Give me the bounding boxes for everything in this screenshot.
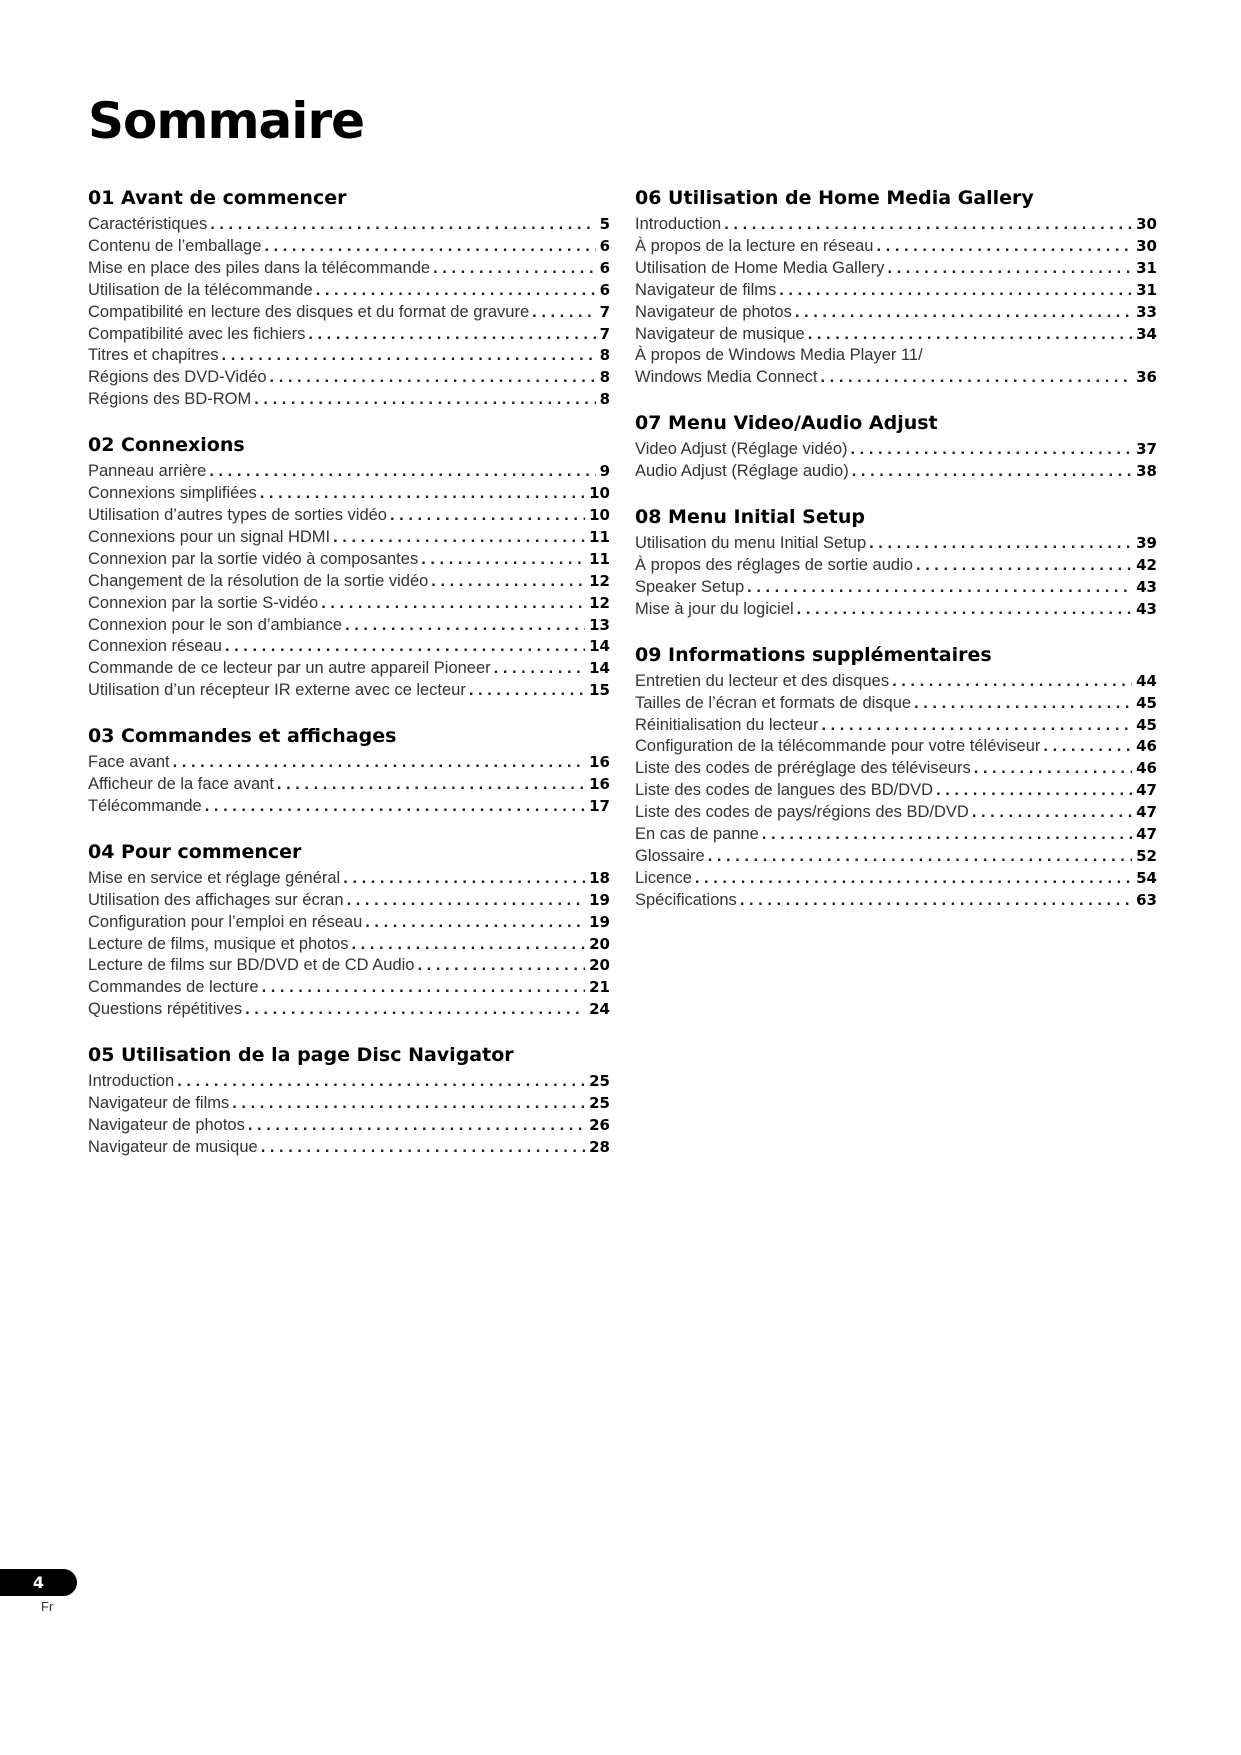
toc-entry-title: Contenu de l’emballage: [88, 236, 262, 255]
dot-leader: [936, 780, 1132, 802]
toc-entry[interactable]: [88, 258, 610, 280]
toc-entry[interactable]: [635, 824, 1157, 846]
toc-right-column: [635, 184, 1157, 932]
toc-entry-title: Régions des BD-ROM: [88, 390, 252, 409]
toc-entry-page-number: 9: [599, 462, 610, 481]
dot-leader: [173, 752, 585, 774]
toc-entry-page-number: 15: [589, 681, 610, 700]
dot-leader: [821, 367, 1133, 389]
toc-entry[interactable]: [635, 758, 1157, 780]
toc-entry[interactable]: [88, 615, 610, 637]
toc-entry-title: Liste des codes de langues des BD/DVD: [635, 781, 934, 800]
dot-leader: [316, 280, 596, 302]
toc-entry-title: Navigateur de musique: [635, 324, 805, 343]
toc-entry-page-number: 16: [589, 775, 610, 794]
language-code: Fr: [41, 1599, 54, 1614]
toc-entry[interactable]: [635, 302, 1157, 324]
toc-entry[interactable]: [635, 599, 1157, 621]
dot-leader: [740, 890, 1132, 912]
dot-leader: [892, 671, 1132, 693]
toc-section: [88, 838, 610, 1021]
dot-leader: [887, 258, 1132, 280]
toc-entry-page-number: 30: [1136, 236, 1157, 255]
toc-entry-page-number: 11: [589, 549, 610, 568]
page-number-tab: 4: [0, 1569, 77, 1596]
toc-entry-title: Connexion par la sortie vidéo à composantes: [88, 549, 419, 568]
toc-entry-title: Lecture de films sur BD/DVD et de CD Audio: [88, 956, 415, 975]
toc-entry[interactable]: [88, 324, 610, 346]
toc-entry-title: Connexions pour un signal HDMI: [88, 527, 331, 546]
toc-entry-title: Réinitialisation du lecteur: [635, 715, 819, 734]
toc-entry-page-number: 54: [1136, 868, 1157, 887]
toc-entry[interactable]: [88, 1071, 610, 1093]
toc-entry-title: Lecture de films, musique et photos: [88, 934, 349, 953]
toc-entry[interactable]: [88, 483, 610, 505]
dot-leader: [469, 680, 585, 702]
toc-entry-title: Video Adjust (Réglage vidéo): [635, 440, 848, 459]
toc-entry-title: Licence: [635, 868, 692, 887]
dot-leader: [262, 977, 586, 999]
toc-section: [88, 431, 610, 702]
toc-entry[interactable]: [635, 324, 1157, 346]
toc-entry[interactable]: [88, 571, 610, 593]
toc-entry-title: Glossaire: [635, 846, 705, 865]
toc-entry-title: Mise en place des piles dans la télécommande: [88, 258, 431, 277]
toc-entry-page-number: 36: [1136, 368, 1157, 387]
dot-leader: [695, 868, 1132, 890]
section-heading: 07 Menu Video/Audio Adjust: [635, 412, 938, 435]
dot-leader: [270, 367, 596, 389]
toc-entry-title: Utilisation de la télécommande: [88, 280, 313, 299]
toc-entry[interactable]: [88, 868, 610, 890]
toc-entry-title: Connexion par la sortie S-vidéo: [88, 593, 319, 612]
toc-entry[interactable]: [88, 752, 610, 774]
toc-entry-page-number: 45: [1136, 693, 1157, 712]
dot-leader: [264, 236, 595, 258]
dot-leader: [321, 593, 585, 615]
dot-leader: [724, 214, 1132, 236]
toc-entry-title: Caractéristiques: [88, 215, 208, 233]
dot-leader: [869, 533, 1132, 555]
dot-leader: [974, 758, 1132, 780]
toc-entry-page-number: 20: [589, 934, 610, 953]
toc-entry-page-number: 39: [1136, 534, 1157, 553]
toc-entry[interactable]: [88, 912, 610, 934]
toc-entry-title: Windows Media Connect: [635, 368, 818, 387]
toc-entry-page-number: 47: [1136, 803, 1157, 822]
toc-entry-title: Face avant: [88, 753, 170, 772]
dot-leader: [347, 890, 586, 912]
toc-entry-title: À propos de la lecture en réseau: [635, 236, 874, 255]
dot-leader: [708, 846, 1132, 868]
section-heading: 04 Pour commencer: [88, 840, 302, 863]
toc-entry[interactable]: [88, 774, 610, 796]
toc-entry[interactable]: [88, 1093, 610, 1115]
toc-entry-page-number: 5: [599, 215, 610, 233]
toc-entry-page-number: 14: [589, 659, 610, 678]
toc-entry[interactable]: [88, 367, 610, 389]
toc-entry-page-number: 46: [1136, 759, 1157, 778]
toc-section: [635, 184, 1157, 389]
dot-leader: [177, 1071, 585, 1093]
section-heading: 05 Utilisation de la page Disc Navigator: [88, 1044, 514, 1067]
toc-entry[interactable]: [88, 389, 610, 411]
dot-leader: [205, 796, 585, 818]
toc-entry[interactable]: [88, 1115, 610, 1137]
toc-entry-title: Titres et chapitres: [88, 346, 219, 365]
toc-entry[interactable]: [88, 955, 610, 977]
toc-entry[interactable]: [88, 796, 610, 818]
toc-entry-page-number: 8: [599, 368, 610, 387]
dot-leader: [343, 868, 585, 890]
toc-entry-title: Télécommande: [88, 796, 202, 815]
toc-entry-title: Connexion pour le son d’ambiance: [88, 615, 343, 634]
section-heading: 03 Commandes et affichages: [88, 725, 397, 748]
toc-entry-title: Entretien du lecteur et des disques: [635, 671, 890, 690]
toc-entry-page-number: 6: [599, 258, 610, 277]
toc-entry-page-number: 10: [589, 484, 610, 503]
toc-entry-page-number: 28: [589, 1137, 610, 1156]
toc-entry-title: Spécifications: [635, 890, 737, 909]
dot-leader: [779, 280, 1132, 302]
toc-entry-title: Liste des codes de préréglage des téléviseurs: [635, 759, 971, 778]
toc-entry[interactable]: [635, 555, 1157, 577]
dot-leader: [431, 571, 585, 593]
dot-leader: [248, 1115, 585, 1137]
dot-leader: [433, 258, 595, 280]
toc-entry[interactable]: [635, 258, 1157, 280]
toc-entry[interactable]: [635, 780, 1157, 802]
dot-leader: [914, 693, 1132, 715]
toc-entry-page-number: 37: [1136, 440, 1157, 459]
toc-entry[interactable]: [88, 1137, 610, 1159]
toc-entry-page-number: 25: [589, 1094, 610, 1113]
toc-entry-page-number: 7: [599, 324, 610, 343]
dot-leader: [972, 802, 1132, 824]
toc-entry-title: Connexions simplifiées: [88, 484, 257, 503]
toc-entry-title: Utilisation d’un récepteur IR externe avec ce lecteur: [88, 681, 466, 700]
toc-entry-page-number: 16: [589, 753, 610, 772]
dot-leader: [245, 999, 585, 1021]
dot-leader: [877, 236, 1133, 258]
toc-entry-title: Liste des codes de pays/régions des BD/DVD: [635, 803, 969, 822]
dot-leader: [821, 715, 1132, 737]
toc-entry-title: Utilisation du menu Initial Setup: [635, 534, 867, 553]
toc-entry-title: Afficheur de la face avant: [88, 775, 274, 794]
toc-entry[interactable]: [635, 736, 1157, 758]
toc-entry-page-number: 21: [589, 978, 610, 997]
toc-entry-page-number: 6: [599, 280, 610, 299]
toc-entry-page-number: 63: [1136, 890, 1157, 909]
toc-entry[interactable]: [88, 280, 610, 302]
dot-leader: [308, 324, 595, 346]
toc-entry-page-number: 8: [599, 390, 610, 409]
toc-entry-title: Panneau arrière: [88, 462, 207, 481]
toc-entry-page-number: 6: [599, 236, 610, 255]
toc-entry-title: Configuration de la télécommande pour votre téléviseur: [635, 737, 1041, 756]
toc-entry-page-number: 52: [1136, 846, 1157, 865]
toc-entry-page-number: 20: [589, 956, 610, 975]
dot-leader: [852, 461, 1132, 483]
section-heading: 09 Informations supplémentaires: [635, 643, 992, 666]
toc-entry-title: Audio Adjust (Réglage audio): [635, 462, 849, 481]
toc-entry[interactable]: [635, 868, 1157, 890]
toc-entry-page-number: 31: [1136, 258, 1157, 277]
dot-leader: [417, 955, 585, 977]
toc-entry[interactable]: [635, 461, 1157, 483]
toc-entry-page-number: 43: [1136, 577, 1157, 596]
toc-entry[interactable]: [88, 505, 610, 527]
toc-entry-title: Navigateur de films: [635, 280, 777, 299]
toc-entry-title: Commandes de lecture: [88, 978, 259, 997]
toc-entry-title: À propos des réglages de sortie audio: [635, 555, 913, 574]
toc-entry-page-number: 17: [589, 796, 610, 815]
toc-entry[interactable]: [88, 302, 610, 324]
dot-leader: [1043, 736, 1132, 758]
toc-entry[interactable]: [88, 593, 610, 615]
toc-entry[interactable]: [88, 549, 610, 571]
toc-entry-page-number: 26: [589, 1116, 610, 1134]
toc-section: [635, 503, 1157, 621]
dot-leader: [345, 615, 585, 637]
toc-entry[interactable]: [88, 214, 610, 236]
section-heading: 02 Connexions: [88, 434, 245, 457]
toc-entry-title: Speaker Setup: [635, 577, 745, 596]
toc-entry-title: Tailles de l’écran et formats de disque: [635, 693, 912, 712]
section-heading: 01 Avant de commencer: [88, 187, 347, 209]
toc-entry-page-number: 43: [1136, 599, 1157, 618]
toc-entry-page-number: 42: [1136, 555, 1157, 574]
toc-entry[interactable]: [635, 890, 1157, 912]
toc-entry-page-number: 13: [589, 615, 610, 634]
dot-leader: [333, 527, 585, 549]
dot-leader: [747, 577, 1132, 599]
dot-leader: [210, 214, 595, 236]
toc-entry-page-number: 8: [599, 346, 610, 365]
toc-entry-page-number: 30: [1136, 215, 1157, 233]
toc-entry-page-number: 46: [1136, 737, 1157, 756]
toc-entry-page-number: 19: [589, 890, 610, 909]
toc-entry-title: Introduction: [635, 215, 722, 233]
toc-entry-page-number: 14: [589, 637, 610, 656]
toc-entry[interactable]: [635, 214, 1157, 236]
toc-entry-title: En cas de panne: [635, 825, 759, 844]
dot-leader: [851, 439, 1133, 461]
dot-leader: [222, 345, 596, 367]
toc-entry-page-number: 31: [1136, 280, 1157, 299]
toc-entry-title: Compatibilité avec les fichiers: [88, 324, 306, 343]
toc-entry[interactable]: [88, 236, 610, 258]
dot-leader: [254, 389, 595, 411]
toc-entry-page-number: 18: [589, 868, 610, 887]
dot-leader: [351, 934, 585, 956]
dot-leader: [532, 302, 595, 324]
dot-leader: [421, 549, 585, 571]
toc-entry-title: Commande de ce lecteur par un autre appareil Pioneer: [88, 659, 491, 678]
section-heading: 06 Utilisation de Home Media Gallery: [635, 187, 1034, 209]
dot-leader: [260, 483, 585, 505]
toc-entry-title: Questions répétitives: [88, 1000, 243, 1019]
toc-entry-page-number: 47: [1136, 781, 1157, 800]
dot-leader: [225, 636, 585, 658]
dot-leader: [390, 505, 585, 527]
toc-entry-title: Navigateur de musique: [88, 1137, 258, 1156]
toc-entry[interactable]: [635, 846, 1157, 868]
toc-section: [88, 1041, 610, 1159]
toc-entry[interactable]: [88, 934, 610, 956]
section-heading: 08 Menu Initial Setup: [635, 506, 865, 529]
dot-leader: [762, 824, 1132, 846]
toc-entry-title: Utilisation des affichages sur écran: [88, 890, 344, 909]
toc-entry-title: Compatibilité en lecture des disques et du format de gravure: [88, 302, 530, 321]
toc-entry-title: Navigateur de films: [88, 1094, 230, 1113]
toc-entry-page-number: 47: [1136, 825, 1157, 844]
toc-entry[interactable]: [88, 636, 610, 658]
page-title: Sommaire: [88, 92, 365, 150]
toc-entry-title: Configuration pour l’emploi en réseau: [88, 912, 363, 931]
toc-entry[interactable]: [635, 693, 1157, 715]
toc-entry-page-number: 33: [1136, 302, 1157, 321]
toc-entry[interactable]: [635, 367, 1157, 389]
toc-entry-title: Navigateur de photos: [88, 1116, 245, 1134]
toc-entry[interactable]: [88, 890, 610, 912]
toc-entry-page-number: 12: [589, 571, 610, 590]
dot-leader: [795, 302, 1132, 324]
toc-entry[interactable]: [635, 671, 1157, 693]
toc-entry[interactable]: [635, 715, 1157, 737]
toc-section: [88, 184, 610, 411]
toc-entry-page-number: 12: [589, 593, 610, 612]
toc-entry-page-number: 7: [599, 302, 610, 321]
toc-entry[interactable]: [88, 658, 610, 680]
dot-leader: [209, 461, 595, 483]
toc-entry-page-number: 24: [589, 1000, 610, 1019]
dot-leader: [808, 324, 1132, 346]
toc-left-column: [88, 184, 610, 1179]
dot-leader: [261, 1137, 585, 1159]
toc-entry[interactable]: [88, 680, 610, 702]
toc-entry-title: Connexion réseau: [88, 637, 222, 656]
toc-entry-title: Utilisation de Home Media Gallery: [635, 258, 885, 277]
toc-entry-title: Mise en service et réglage général: [88, 868, 341, 887]
toc-entry[interactable]: [635, 533, 1157, 555]
toc-entry[interactable]: [635, 236, 1157, 258]
toc-entry-page-number: 38: [1136, 462, 1157, 481]
toc-entry-page-number: 10: [589, 505, 610, 524]
dot-leader: [232, 1093, 585, 1115]
toc-section: [88, 722, 610, 818]
toc-entry[interactable]: [88, 461, 610, 483]
toc-entry[interactable]: [88, 999, 610, 1021]
toc-entry-title: Mise à jour du logiciel: [635, 599, 794, 618]
toc-entry-page-number: 25: [589, 1072, 610, 1091]
toc-entry-page-number: 19: [589, 912, 610, 931]
dot-leader: [277, 774, 585, 796]
toc-entry-title: Introduction: [88, 1072, 175, 1091]
toc-entry[interactable]: [88, 977, 610, 999]
dot-leader: [494, 658, 585, 680]
toc-entry-page-number: 11: [589, 527, 610, 546]
toc-entry-title: Changement de la résolution de la sortie vidéo: [88, 571, 429, 590]
toc-entry[interactable]: [635, 439, 1157, 461]
toc-entry-page-number: 34: [1136, 324, 1157, 343]
toc-entry-page-number: 44: [1136, 671, 1157, 690]
toc-entry[interactable]: [88, 527, 610, 549]
toc-entry[interactable]: [635, 802, 1157, 824]
dot-leader: [916, 555, 1132, 577]
toc-section: [635, 641, 1157, 912]
toc-entry-title: Utilisation d’autres types de sorties vidéo: [88, 505, 387, 524]
toc-entry-title: Navigateur de photos: [635, 302, 792, 321]
dot-leader: [365, 912, 585, 934]
toc-entry-page-number: 45: [1136, 715, 1157, 734]
toc-entry[interactable]: [635, 280, 1157, 302]
toc-entry[interactable]: [635, 577, 1157, 599]
dot-leader: [797, 599, 1132, 621]
toc-entry-title-line[interactable]: À propos de Windows Media Player 11/: [635, 346, 923, 365]
toc-entry[interactable]: [88, 345, 610, 367]
toc-entry-title: Régions des DVD-Vidéo: [88, 368, 267, 387]
toc-section: [635, 409, 1157, 483]
